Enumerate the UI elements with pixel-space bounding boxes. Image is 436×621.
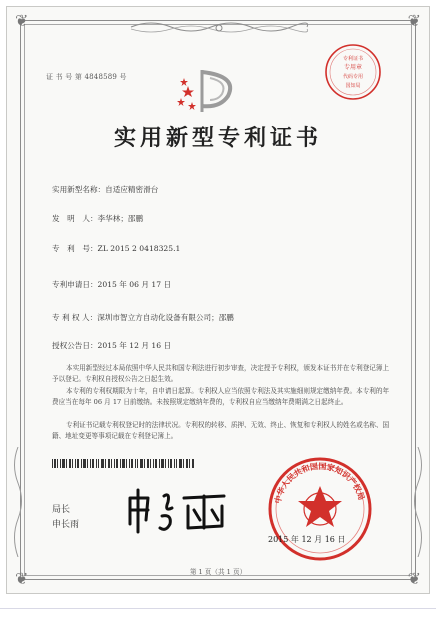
svg-text:中华人民共和国国家知识产权局: 中华人民共和国国家知识产权局 xyxy=(273,461,366,505)
patent-office-emblem-icon xyxy=(172,66,246,118)
svg-text:专用章: 专用章 xyxy=(343,64,363,71)
director-signature-icon xyxy=(124,484,244,536)
body-paragraph: 专利证书记载专利权登记时的法律状况。专利权的转移、质押、无效、终止、恢复和专利权人的姓名或名称、国籍、地址变更等事项记载在专利登记簿上。 xyxy=(52,421,390,440)
body-paragraph: 本实用新型经过本局依照中华人民共和国专利法进行初步审查，决定授予专利权，颁发本证书并在专利登记簿上予以登记。专利权自授权公告之日起生效。 xyxy=(52,364,390,383)
utility-model-name: 实用新型名称：自适应精密滑台 xyxy=(52,185,159,194)
body-paragraph: 本专利的专利权期限为十年，自申请日起算。专利权人应当依照专利法及其实施细则规定缴纳年费。本专利的年费应当在每年 06 月 17 日前缴纳。未按照规定缴纳年费的，专利权自应当缴纳年费期满之日起终止。 xyxy=(52,387,390,406)
top-ornament-icon xyxy=(127,19,311,35)
patentee: 专 利 权 人：深圳市智立方自动化设备有限公司；邵鹏 xyxy=(52,313,234,322)
certificate-number: 证 书 号 第 4848589 号 xyxy=(46,73,127,81)
corner-ornament-icon: ❦ xyxy=(407,569,421,588)
inventor: 发 明 人：李华林；邵鹏 xyxy=(52,214,144,223)
corner-ornament-icon: ❦ xyxy=(15,569,29,588)
patent-number: 专 利 号：ZL 2015 2 0418325.1 xyxy=(52,244,181,253)
corner-ornament-icon: ❦ xyxy=(15,11,29,30)
top-right-seal-icon xyxy=(322,42,384,102)
svg-text:专利证书: 专利证书 xyxy=(342,56,364,62)
announcement-date: 授权公告日：2015 年 12 月 16 日 xyxy=(52,341,172,350)
director-name-printed: 申长雨 xyxy=(52,520,80,530)
bottom-divider xyxy=(0,608,436,609)
barcode-icon xyxy=(52,459,194,468)
certificate-title: 实用新型专利证书 xyxy=(113,125,322,151)
official-state-seal-icon xyxy=(266,456,374,562)
seal-date: 2015 年 12 月 16 日 xyxy=(268,535,346,544)
application-date: 专利申请日：2015 年 06 月 17 日 xyxy=(52,280,172,289)
corner-ornament-icon: ❦ xyxy=(407,11,421,30)
right-ornament-icon xyxy=(409,447,427,557)
left-ornament-icon xyxy=(9,447,27,557)
svg-text:国知局: 国知局 xyxy=(345,83,361,89)
director-title: 局长 xyxy=(52,505,71,515)
svg-text:代码专用: 代码专用 xyxy=(342,74,364,80)
page-number: 第 1 页（共 1 页） xyxy=(189,568,247,576)
